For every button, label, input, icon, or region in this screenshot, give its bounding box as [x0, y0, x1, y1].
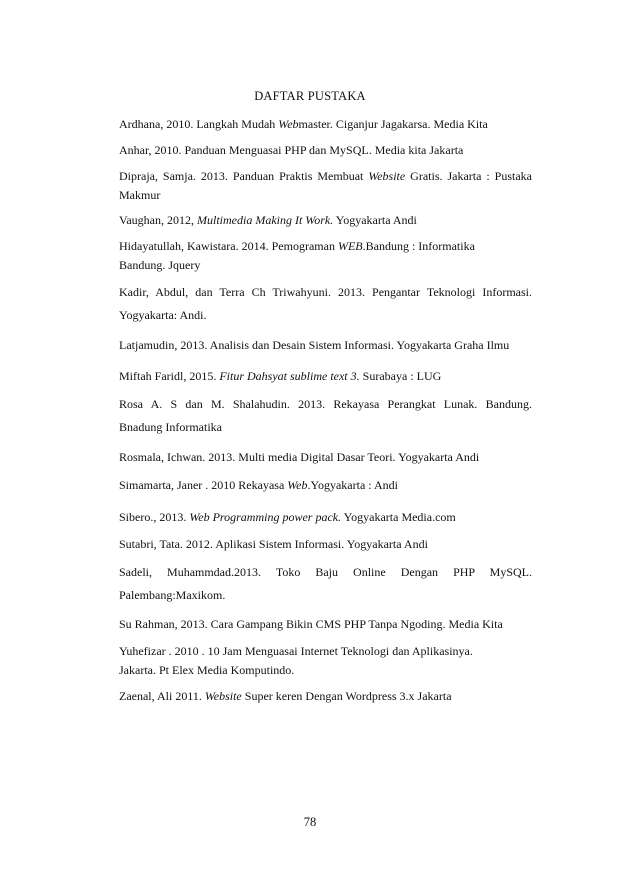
- reference-text: master. Ciganjur Jagakarsa. Media Kita: [298, 117, 488, 131]
- reference-text: Sutabri, Tata. 2012. Aplikasi Sistem Informasi. Yogyakarta Andi: [119, 537, 428, 551]
- reference-text: .Yogyakarta : Andi: [307, 478, 398, 492]
- reference-text: Miftah Faridl, 2015.: [119, 369, 220, 383]
- reference-italic-text: Web: [287, 478, 308, 492]
- reference-italic-text: Website: [368, 169, 406, 183]
- reference-text-continued: Palembang:Maxikom.: [119, 588, 226, 602]
- reference-line: [119, 167, 532, 186]
- reference-text: Rosa A. S dan M. Shalahudin. 2013. Rekayasa Perangkat Lunak. Bandung.: [119, 397, 532, 411]
- reference-line: [119, 237, 532, 256]
- reference-text: Yogyakarta Andi: [333, 213, 417, 227]
- reference-entry: [119, 167, 532, 205]
- reference-text: Dipraja, Samja. 2013. Panduan Praktis Membuat: [119, 169, 369, 183]
- page-number: 78: [303, 815, 317, 829]
- reference-text: Su Rahman, 2013. Cara Gampang Bikin CMS PHP Tanpa Ngoding. Media Kita: [119, 617, 503, 631]
- reference-text: Hidayatullah, Kawistara. 2014. Pemograman: [119, 239, 338, 253]
- reference-entry: [119, 395, 532, 437]
- reference-text: Yogyakarta Media.com: [341, 510, 456, 524]
- reference-entry: [119, 141, 532, 160]
- reference-text-continued: Makmur: [119, 188, 161, 202]
- page-title: DAFTAR PUSTAKA: [254, 89, 366, 103]
- reference-italic-text: Web Programming power pack.: [189, 510, 342, 524]
- reference-text: Ardhana, 2010. Langkah Mudah: [119, 117, 279, 131]
- reference-entry: [119, 115, 532, 134]
- reference-entry: [119, 211, 532, 230]
- reference-entry: [119, 535, 532, 554]
- reference-text: Gratis. Jakarta : Pustaka: [405, 169, 532, 183]
- reference-text: Kadir, Abdul, dan Terra Ch Triwahyuni. 2013. Pengantar Teknologi Informasi.: [119, 285, 532, 299]
- reference-entry: [119, 476, 532, 495]
- reference-entry: [119, 448, 532, 467]
- reference-entry: [119, 367, 532, 386]
- reference-text: Yuhefizar . 2010 . 10 Jam Menguasai Internet Teknologi dan Aplikasinya.: [119, 644, 473, 658]
- reference-entry: [119, 642, 532, 680]
- reference-text: Super keren Dengan Wordpress 3.x Jakarta: [241, 689, 452, 703]
- reference-text: .Bandung : Informatika: [362, 239, 475, 253]
- reference-italic-text: WEB: [337, 239, 363, 253]
- reference-text-continued: Yogyakarta: Andi.: [119, 308, 207, 322]
- reference-text-continued: Bandung. Jquery: [119, 258, 201, 272]
- reference-text: Anhar, 2010. Panduan Menguasai PHP dan MySQL. Media kita Jakarta: [119, 143, 464, 157]
- reference-text-continued: Jakarta. Pt Elex Media Komputindo.: [119, 663, 295, 677]
- reference-text: Sibero., 2013.: [119, 510, 190, 524]
- reference-entry: [119, 237, 532, 275]
- reference-text: Zaenal, Ali 2011.: [119, 689, 205, 703]
- reference-text-continued: Bnadung Informatika: [119, 420, 222, 434]
- reference-text: Surabaya : LUG: [359, 369, 442, 383]
- reference-italic-text: Multimedia Making It Work.: [197, 213, 334, 227]
- reference-text: Vaughan, 2012,: [119, 213, 197, 227]
- reference-entry: [119, 615, 532, 634]
- reference-entry: [119, 563, 532, 605]
- reference-entry: [119, 508, 532, 527]
- reference-italic-text: Web: [278, 117, 299, 131]
- reference-text: Sadeli, Muhammdad.2013. Toko Baju Online Dengan PHP MySQL.: [119, 565, 532, 579]
- reference-italic-text: Fitur Dahsyat sublime text 3.: [219, 369, 360, 383]
- reference-text: Simamarta, Janer . 2010 Rekayasa: [119, 478, 288, 492]
- reference-italic-text: Website: [204, 689, 242, 703]
- reference-entry: [119, 283, 532, 325]
- reference-entry: [119, 687, 532, 706]
- reference-text: Rosmala, Ichwan. 2013. Multi media Digital Dasar Teori. Yogyakarta Andi: [119, 450, 480, 464]
- reference-entry: [119, 336, 532, 355]
- reference-text: Latjamudin, 2013. Analisis dan Desain Sistem Informasi. Yogyakarta Graha Ilmu: [119, 338, 510, 352]
